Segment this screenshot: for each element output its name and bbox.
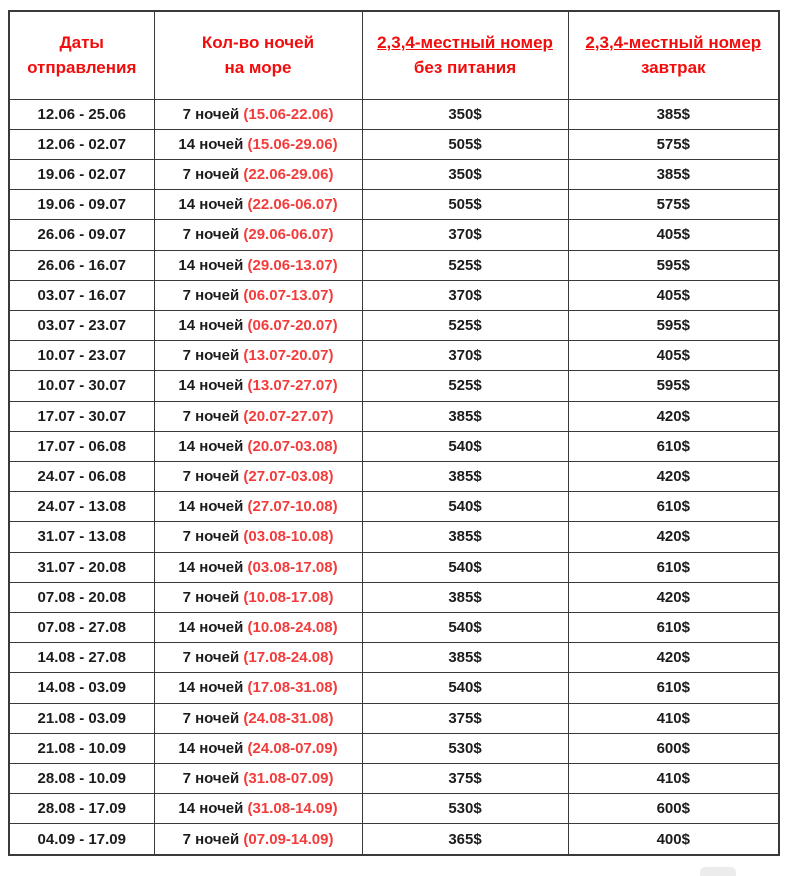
- departure-dates-cell: 14.08 - 03.09: [9, 673, 154, 703]
- nights-cell: [154, 280, 362, 310]
- nights-cell: [154, 310, 362, 340]
- nights-cell: [154, 159, 362, 189]
- departure-dates-cell: 24.07 - 13.08: [9, 492, 154, 522]
- departure-dates-cell: 26.06 - 09.07: [9, 220, 154, 250]
- nights-date-range: (06.07-20.07): [247, 317, 338, 335]
- price-breakfast-cell: 385$: [568, 159, 779, 189]
- departure-dates-cell: 31.07 - 20.08: [9, 552, 154, 582]
- departure-dates-cell: 03.07 - 23.07: [9, 310, 154, 340]
- price-breakfast-cell: 400$: [568, 824, 779, 855]
- nights-count: 7 ночей: [182, 468, 240, 486]
- price-no-meals-cell: 525$: [362, 310, 568, 340]
- nights-cell: [154, 371, 362, 401]
- nights-count: 14 ночей: [178, 135, 244, 153]
- price-breakfast-cell: 420$: [568, 461, 779, 491]
- table-row: [9, 643, 779, 673]
- price-breakfast-cell: 595$: [568, 250, 779, 280]
- table-row: [9, 703, 779, 733]
- nights-cell: [154, 401, 362, 431]
- nights-date-range: (31.08-07.09): [243, 770, 334, 788]
- price-breakfast-cell: 610$: [568, 431, 779, 461]
- nights-count: 7 ночей: [182, 105, 240, 123]
- price-no-meals-cell: 540$: [362, 552, 568, 582]
- nights-date-range: (07.09-14.09): [243, 830, 334, 848]
- header-line-underlined: 2,3,4-местный номер: [377, 32, 553, 52]
- price-no-meals-cell: 370$: [362, 341, 568, 371]
- nights-count: 14 ночей: [178, 739, 244, 757]
- price-no-meals-cell: 505$: [362, 129, 568, 159]
- table-row: [9, 673, 779, 703]
- price-breakfast-cell: 600$: [568, 733, 779, 763]
- departure-dates-cell: 19.06 - 09.07: [9, 190, 154, 220]
- table-header: [9, 11, 779, 99]
- departure-dates-cell: 21.08 - 03.09: [9, 703, 154, 733]
- nights-count: 14 ночей: [178, 679, 244, 697]
- nights-cell: [154, 582, 362, 612]
- price-breakfast-cell: 610$: [568, 673, 779, 703]
- nights-date-range: (27.07-03.08): [243, 468, 334, 486]
- departure-dates-cell: 07.08 - 20.08: [9, 582, 154, 612]
- price-breakfast-cell: 595$: [568, 371, 779, 401]
- nights-count: 14 ночей: [178, 196, 244, 214]
- nights-cell: [154, 552, 362, 582]
- nights-count: 14 ночей: [178, 800, 244, 818]
- nights-count: 7 ночей: [182, 770, 240, 788]
- nights-date-range: (15.06-29.06): [247, 135, 338, 153]
- header-line: Кол-во ночей: [201, 32, 315, 52]
- nights-date-range: (10.08-24.08): [247, 619, 338, 637]
- header-departure-dates: [9, 11, 154, 99]
- price-no-meals-cell: 375$: [362, 763, 568, 793]
- nights-cell: [154, 220, 362, 250]
- table-row: [9, 733, 779, 763]
- table-row: [9, 612, 779, 642]
- table-row: [9, 310, 779, 340]
- price-breakfast-cell: 420$: [568, 522, 779, 552]
- price-no-meals-cell: 350$: [362, 159, 568, 189]
- nights-count: 14 ночей: [178, 558, 244, 576]
- price-breakfast-cell: 420$: [568, 643, 779, 673]
- departure-dates-cell: 07.08 - 27.08: [9, 612, 154, 642]
- nights-count: 14 ночей: [178, 619, 244, 637]
- price-breakfast-cell: 595$: [568, 310, 779, 340]
- nights-cell: [154, 250, 362, 280]
- table-row: [9, 401, 779, 431]
- price-no-meals-cell: 350$: [362, 99, 568, 129]
- price-breakfast-cell: 410$: [568, 763, 779, 793]
- nights-cell: [154, 794, 362, 824]
- nights-count: 7 ночей: [182, 166, 240, 183]
- price-no-meals-cell: 530$: [362, 794, 568, 824]
- nights-date-range: (13.07-20.07): [243, 347, 334, 365]
- table-row: [9, 461, 779, 491]
- nights-count: 7 ночей: [182, 286, 240, 304]
- departure-dates-cell: 26.06 - 16.07: [9, 250, 154, 280]
- price-breakfast-cell: 405$: [568, 220, 779, 250]
- price-no-meals-cell: 385$: [362, 522, 568, 552]
- table-row: [9, 522, 779, 552]
- price-breakfast-cell: 385$: [568, 99, 779, 129]
- price-breakfast-cell: 575$: [568, 190, 779, 220]
- nights-cell: [154, 341, 362, 371]
- table-row: [9, 280, 779, 310]
- table-body: [9, 99, 779, 855]
- table-row: [9, 250, 779, 280]
- nights-date-range: (29.06-06.07): [243, 226, 334, 244]
- nights-date-range: (24.08-31.08): [243, 709, 334, 727]
- nights-date-range: (31.08-14.09): [247, 800, 338, 818]
- nights-cell: [154, 612, 362, 642]
- departure-dates-cell: 12.06 - 02.07: [9, 129, 154, 159]
- table-row: [9, 794, 779, 824]
- price-no-meals-cell: 385$: [362, 643, 568, 673]
- header-line: отправления: [27, 58, 137, 78]
- table-row: [9, 371, 779, 401]
- header-line: на море: [224, 58, 292, 78]
- departure-dates-cell: 24.07 - 06.08: [9, 461, 154, 491]
- nights-count: 14 ночей: [178, 498, 244, 516]
- price-no-meals-cell: 365$: [362, 824, 568, 855]
- nights-date-range: (03.08-10.08): [243, 528, 334, 546]
- header-line: Даты: [59, 32, 104, 52]
- price-no-meals-cell: 385$: [362, 582, 568, 612]
- nights-count: 14 ночей: [178, 377, 244, 395]
- price-breakfast-cell: 575$: [568, 129, 779, 159]
- header-line: завтрак: [640, 58, 706, 78]
- departure-dates-cell: 19.06 - 02.07: [9, 159, 154, 189]
- nights-cell: [154, 129, 362, 159]
- nights-count: 7 ночей: [182, 226, 240, 244]
- table-row: [9, 492, 779, 522]
- departure-dates-cell: 14.08 - 27.08: [9, 643, 154, 673]
- nights-count: 7 ночей: [182, 528, 240, 546]
- nights-date-range: (29.06-13.07): [247, 256, 338, 274]
- departure-dates-cell: 12.06 - 25.06: [9, 99, 154, 129]
- header-room-no-meals: [362, 11, 568, 99]
- table-row: [9, 129, 779, 159]
- table-row: [9, 190, 779, 220]
- nights-cell: [154, 643, 362, 673]
- price-breakfast-cell: 610$: [568, 612, 779, 642]
- table-row: [9, 824, 779, 855]
- nights-count: 14 ночей: [178, 256, 244, 274]
- header-nights-at-sea: [154, 11, 362, 99]
- nights-cell: [154, 99, 362, 129]
- nights-date-range: (20.07-27.07): [243, 407, 334, 425]
- departure-dates-cell: 28.08 - 17.09: [9, 794, 154, 824]
- table-row: [9, 220, 779, 250]
- nights-date-range: (06.07-13.07): [243, 286, 334, 304]
- table-row: [9, 99, 779, 129]
- price-breakfast-cell: 600$: [568, 794, 779, 824]
- departure-dates-cell: 04.09 - 17.09: [9, 824, 154, 855]
- nights-cell: [154, 431, 362, 461]
- header-line-underlined: 2,3,4-местный номер: [585, 32, 762, 52]
- nights-cell: [154, 190, 362, 220]
- nights-count: 7 ночей: [182, 588, 240, 606]
- departure-dates-cell: 03.07 - 16.07: [9, 280, 154, 310]
- header-row: [9, 11, 779, 99]
- nights-count: 7 ночей: [182, 830, 240, 848]
- nights-date-range: (24.08-07.09): [247, 739, 338, 757]
- price-breakfast-cell: 420$: [568, 401, 779, 431]
- nights-cell: [154, 703, 362, 733]
- nights-cell: [154, 733, 362, 763]
- departure-dates-cell: 10.07 - 23.07: [9, 341, 154, 371]
- price-breakfast-cell: 410$: [568, 703, 779, 733]
- price-no-meals-cell: 530$: [362, 733, 568, 763]
- corner-artifact: [700, 867, 736, 876]
- price-no-meals-cell: 385$: [362, 461, 568, 491]
- nights-count: 14 ночей: [178, 317, 244, 335]
- nights-count: 7 ночей: [182, 407, 240, 425]
- departure-dates-cell: 21.08 - 10.09: [9, 733, 154, 763]
- departure-dates-cell: 28.08 - 10.09: [9, 763, 154, 793]
- price-no-meals-cell: 370$: [362, 280, 568, 310]
- price-no-meals-cell: 505$: [362, 190, 568, 220]
- departure-dates-cell: 10.07 - 30.07: [9, 371, 154, 401]
- price-no-meals-cell: 540$: [362, 492, 568, 522]
- price-breakfast-cell: 610$: [568, 552, 779, 582]
- nights-date-range: (10.08-17.08): [243, 588, 334, 606]
- tour-price-table: [8, 10, 780, 856]
- price-no-meals-cell: 540$: [362, 612, 568, 642]
- departure-dates-cell: 17.07 - 06.08: [9, 431, 154, 461]
- table-row: [9, 341, 779, 371]
- price-no-meals-cell: 540$: [362, 431, 568, 461]
- nights-date-range: (22.06-29.06): [243, 166, 334, 183]
- nights-date-range: (17.08-24.08): [243, 649, 334, 667]
- nights-date-range: (03.08-17.08): [247, 558, 338, 576]
- price-breakfast-cell: 405$: [568, 280, 779, 310]
- price-breakfast-cell: 610$: [568, 492, 779, 522]
- nights-count: 14 ночей: [178, 437, 244, 455]
- price-breakfast-cell: 405$: [568, 341, 779, 371]
- nights-date-range: (20.07-03.08): [247, 437, 338, 455]
- price-no-meals-cell: 540$: [362, 673, 568, 703]
- price-no-meals-cell: 525$: [362, 250, 568, 280]
- nights-cell: [154, 492, 362, 522]
- header-line: без питания: [413, 58, 517, 78]
- nights-cell: [154, 763, 362, 793]
- nights-date-range: (13.07-27.07): [247, 377, 338, 395]
- nights-count: 7 ночей: [182, 347, 240, 365]
- price-no-meals-cell: 375$: [362, 703, 568, 733]
- nights-count: 7 ночей: [182, 649, 240, 667]
- table-row: [9, 159, 779, 189]
- table-row: [9, 431, 779, 461]
- departure-dates-cell: 17.07 - 30.07: [9, 401, 154, 431]
- nights-date-range: (22.06-06.07): [247, 196, 338, 214]
- nights-date-range: (27.07-10.08): [247, 498, 338, 516]
- nights-cell: [154, 522, 362, 552]
- price-no-meals-cell: 525$: [362, 371, 568, 401]
- price-no-meals-cell: 370$: [362, 220, 568, 250]
- price-no-meals-cell: 385$: [362, 401, 568, 431]
- nights-cell: [154, 824, 362, 855]
- table-row: [9, 552, 779, 582]
- table-row: [9, 582, 779, 612]
- nights-date-range: (15.06-22.06): [243, 105, 334, 123]
- price-breakfast-cell: 420$: [568, 582, 779, 612]
- header-room-breakfast: [568, 11, 779, 99]
- departure-dates-cell: 31.07 - 13.08: [9, 522, 154, 552]
- nights-count: 7 ночей: [182, 709, 240, 727]
- nights-cell: [154, 673, 362, 703]
- table-row: [9, 763, 779, 793]
- nights-date-range: (17.08-31.08): [247, 679, 338, 697]
- nights-cell: [154, 461, 362, 491]
